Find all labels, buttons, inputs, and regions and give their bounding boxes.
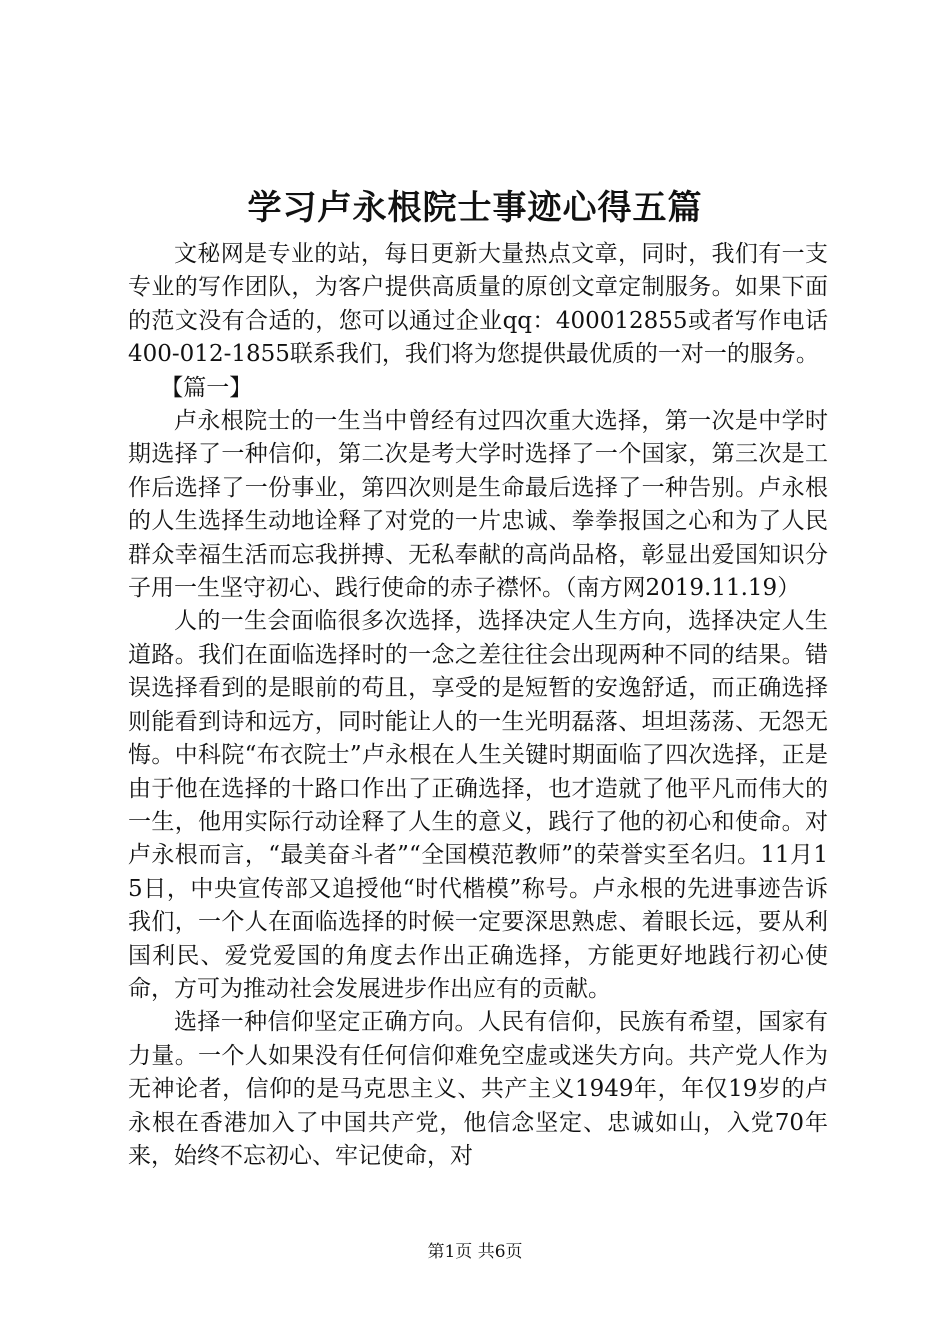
- page-footer: 第1页 共6页: [427, 1242, 523, 1262]
- body-paragraph-1: 卢永根院士的一生当中曾经有过四次重大选择，第一次是中学时期选择了一种信仰，第二次是考大学时选择了一个国家，第三次是工作后选择了一份事业，第四次则是生命最后选择了一种告别。卢永根的人生选择生动地诠释了对党的一片忠诚、拳拳报国之心和为了人民群众幸福生活而忘我拼搏、无私奉献的高尚品格，彰显出爱国知识分子用一生坚守初心、践行使命的赤子襟怀。（南方网2019.11.19）: [128, 408, 828, 602]
- body-paragraph-2: 人的一生会面临很多次选择，选择决定人生方向，选择决定人生道路。我们在面临选择时的一念之差往往会出现两种不同的结果。错误选择看到的是眼前的苟且，享受的是短暂的安逸舒适，而正确选择则能看到诗和远方，同时能让人的一生光明磊落、坦坦荡荡、无怨无悔。中科院“布衣院士”卢永根在人生关键时期面临了四次选择，正是由于他在选择的十路口作出了正确选择，也才造就了他平凡而伟大的一生，他用实际行动诠释了人生的意义，践行了他的初心和使命。对卢永根而言，“最美奋斗者”“全国模范教师”的荣誉实至名归。11月15日，中央宣传部又追授他“时代楷模”称号。卢永根的先进事迹告诉我们，一个人在面临选择的时候一定要深思熟虑、着眼长远，要从利国利民、爱党爱国的角度去作出正确选择，方能更好地践行初心使命，方可为推动社会发展进步作出应有的贡献。: [128, 608, 828, 1002]
- intro-paragraph: 文秘网是专业的站，每日更新大量热点文章，同时，我们有一支专业的写作团队，为客户提供高质量的原创文章定制服务。如果下面的范文没有合适的，您可以通过企业qq：400012855或者写作电话400-012-1855联系我们，我们将为您提供最优质的一对一的服务。: [128, 241, 828, 368]
- body-paragraph-3: 选择一种信仰坚定正确方向。人民有信仰，民族有希望，国家有力量。一个人如果没有任何信仰难免空虚或迷失方向。共产党人作为无神论者，信仰的是马克思主义、共产主义1949年，年仅19岁的卢永根在香港加入了中国共产党，他信念坚定、忠诚如山，入党70年来，始终不忘初心、牢记使命，对: [128, 1009, 828, 1169]
- section-label: 【篇一】: [160, 374, 253, 401]
- document-body: [128, 238, 828, 1173]
- document-title: 学习卢永根院士事迹心得五篇: [247, 188, 703, 228]
